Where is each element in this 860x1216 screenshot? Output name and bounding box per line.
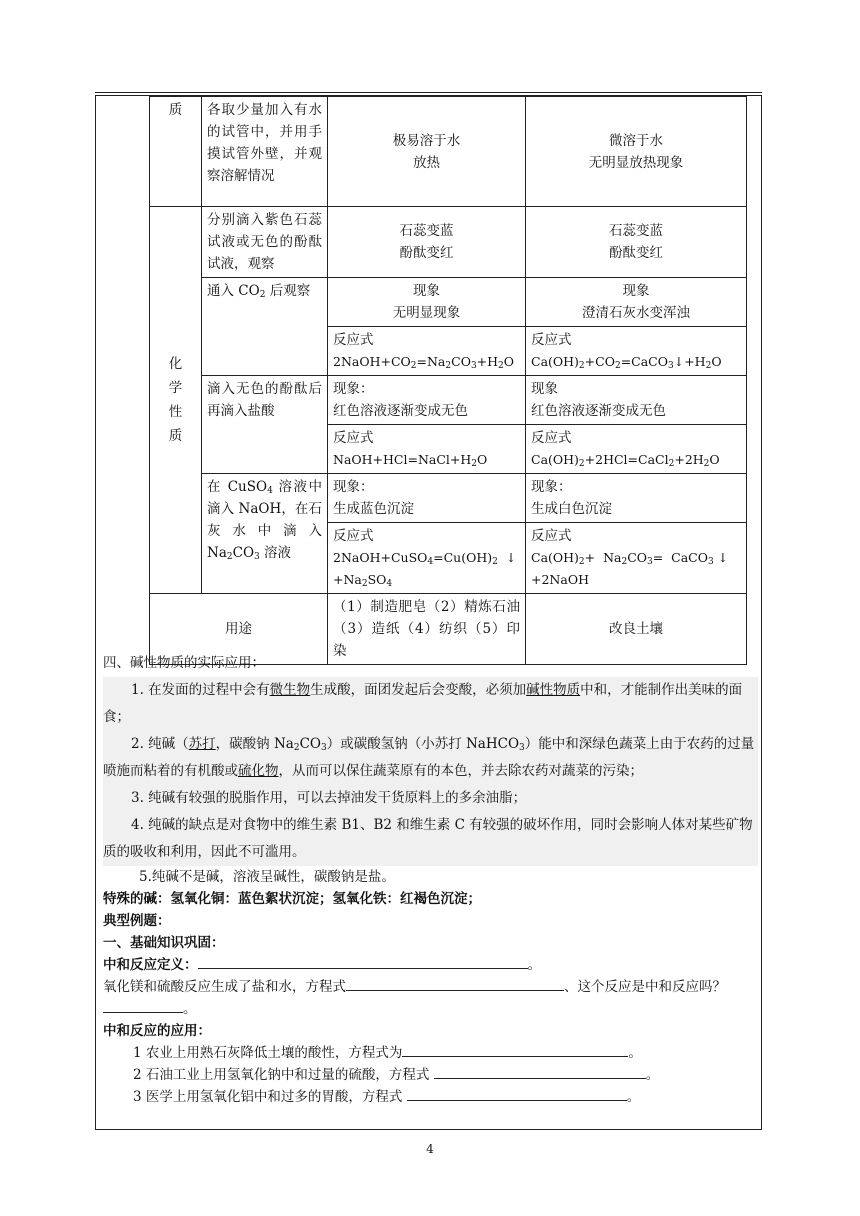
experiment-desc: 各取少量加入有水的试管中，并用手摸试管外壁，并观察溶解情况: [202, 97, 328, 207]
naoh-cell: 石蕊变蓝 酚酞变红: [328, 207, 526, 278]
top-rule: [95, 92, 762, 93]
naoh-equation-cell: 反应式 $2NaOH+CO_2=Na_2CO_3+H_2O$: [328, 327, 526, 376]
application-item: 3 医学上用氢氧化铝中和过多的胃酸，方程式 。: [103, 1086, 758, 1108]
highlighted-block: [103, 677, 758, 866]
experiment-desc: 在 CuSO$_4$ 溶液中滴入 NaOH，在石灰水中滴入 $Na_2CO_3$ 溶液: [202, 474, 328, 594]
answer-blank[interactable]: [434, 1064, 646, 1079]
caoh-equation-cell: 反应式 $Ca(OH)_2+CO_2=CaCO_3↓+H_2O$: [526, 327, 747, 376]
naoh-cell: 现象： 生成蓝色沉淀: [328, 474, 526, 523]
table-row: [150, 474, 747, 523]
caoh-equation-cell: 反应式 $Ca(OH)_2+2HCl=CaCl_2+2H_2O$: [526, 425, 747, 474]
comparison-table: [149, 96, 747, 665]
answer-blank[interactable]: [346, 976, 564, 991]
special-bases: 特殊的碱：氢氧化铜：蓝色絮状沉淀；氢氧化铁：红褐色沉淀；: [103, 891, 481, 907]
caoh-cell: 现象： 生成白色沉淀: [526, 474, 747, 523]
naoh-use: （1）制造肥皂（2）精炼石油（3）造纸（4）纺织（5）印染: [328, 594, 526, 665]
list-item: 5.纯碱不是碱，溶液呈碱性，碳酸钠是盐。: [139, 869, 395, 885]
experiment-desc: 滴入无色的酚酞后再滴入盐酸: [202, 376, 328, 474]
caoh-cell: 现象 红色溶液逐渐变成无色: [526, 376, 747, 425]
naoh-cell: 现象 无明显现象: [328, 278, 526, 327]
basics-heading: 一、基础知识巩固：: [103, 935, 225, 951]
naoh-cell: 极易溶于水 放热: [328, 97, 526, 207]
list-item: 2. 纯碱（苏打，碳酸钠 $Na_2CO_3$）或碳酸氢钠（小苏打 NaHCO$_3$）能中和深绿色蔬菜上由于农药的过量喷施而粘着的有机酸或硫化物，从而可以保住蔬菜原有的本色，并去除农药对蔬菜的污染；: [103, 736, 755, 779]
definition-line: 中和反应定义： 。: [103, 954, 758, 976]
list-item: 1. 在发面的过程中会有微生物生成酸，面团发起后会变酸，必须加碱性物质中和，才能制作出美味的面食；: [103, 682, 743, 725]
application-item: 1 农业上用熟石灰降低土壤的酸性，方程式为 。: [103, 1042, 758, 1064]
applications-heading: 中和反应的应用：: [103, 1023, 211, 1039]
main-text: [103, 650, 758, 1108]
examples-heading: 典型例题：: [103, 913, 171, 929]
use-label: 用途: [150, 594, 328, 665]
table-row: [150, 376, 747, 425]
application-item: 2 石油工业上用氢氧化钠中和过量的硫酸，方程式 。: [103, 1064, 758, 1086]
table-row: [150, 207, 747, 278]
section-title: 四、碱性物质的实际应用：: [103, 655, 265, 671]
caoh-cell: 微溶于水 无明显放热现象: [526, 97, 747, 207]
answer-blank[interactable]: [103, 998, 183, 1013]
answer-blank[interactable]: [198, 954, 528, 969]
chem-property-label: 化学性质: [150, 207, 202, 594]
list-item: 4. 纯碱的缺点是对食物中的维生素 B1、B2 和维生素 C 有较强的破坏作用，同时会影响人体对某些矿物质的吸收和利用，因此不可滥用。: [103, 817, 753, 860]
question-1: 氧化镁和硫酸反应生成了盐和水，方程式 、这个反应是中和反应吗？。: [103, 976, 758, 1020]
caoh-equation-cell: 反应式 $Ca(OH)_2+ Na_2CO_3=$ CaCO$_3$ ↓ +2NaOH: [526, 523, 747, 594]
list-item: 3. 纯碱有较强的脱脂作用，可以去掉油发干货原料上的多余油脂；: [131, 790, 527, 806]
phys-property-label: 质: [150, 97, 202, 207]
experiment-desc: 通入 $CO_2$ 后观察: [202, 278, 328, 376]
caoh-cell: 现象 澄清石灰水变浑浊: [526, 278, 747, 327]
answer-blank[interactable]: [402, 1042, 628, 1057]
experiment-desc: 分别滴入紫色石蕊试液或无色的酚酞试液，观察: [202, 207, 328, 278]
table-row: [150, 278, 747, 327]
caoh-use: 改良土壤: [526, 594, 747, 665]
naoh-cell: 现象： 红色溶液逐渐变成无色: [328, 376, 526, 425]
table-row: [150, 97, 747, 207]
caoh-cell: 石蕊变蓝 酚酞变红: [526, 207, 747, 278]
page-number: 4: [426, 1142, 434, 1156]
answer-blank[interactable]: [407, 1086, 627, 1101]
naoh-equation-cell: 反应式 $NaOH+HCl=NaCl+H_2O$: [328, 425, 526, 474]
naoh-equation-cell: 反应式 $2NaOH+CuSO_4=Cu(OH)_2$ ↓ $+Na_2SO_4$: [328, 523, 526, 594]
